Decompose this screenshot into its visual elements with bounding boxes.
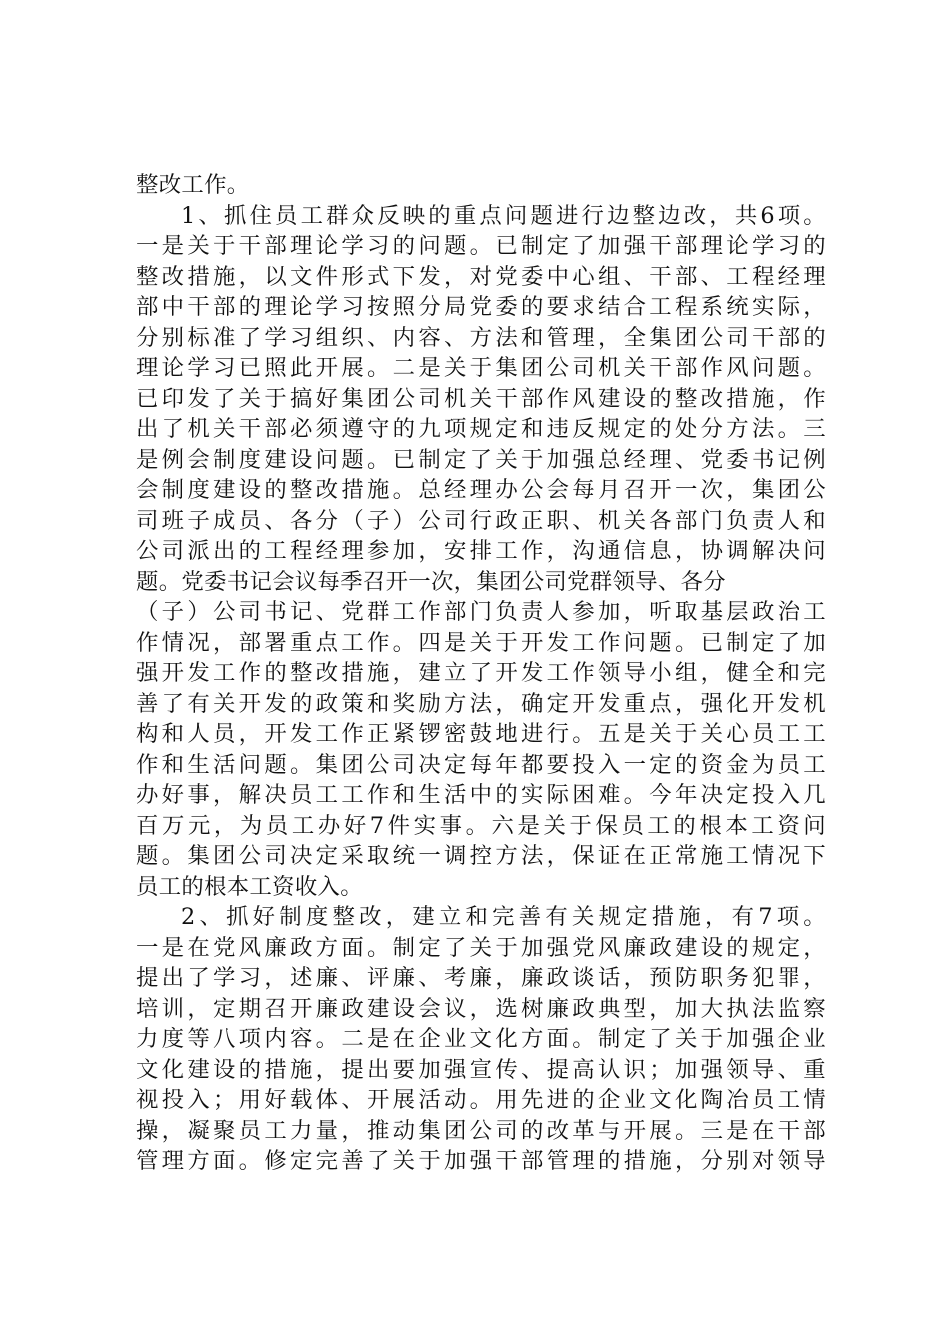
text-line: （子）公司书记、党群工作部门负责人参加，听取基层政治工 <box>136 599 826 625</box>
text-line: 作和生活问题。集团公司决定每年都要投入一定的资金为员工 <box>136 751 826 778</box>
text-line: 培训，定期召开廉政建设会议，选树廉政典型，加大执法监察 <box>136 995 826 1022</box>
text-line: 一是在党风廉政方面。制定了关于加强党风廉政建设的规定， <box>136 934 826 961</box>
text-line: 善了有关开发的政策和奖励方法，确定开发重点，强化开发机 <box>136 690 826 717</box>
text-line: 部中干部的理论学习按照分局党委的要求结合工程系统实际， <box>136 294 826 320</box>
text-line: 构和人员，开发工作正紧锣密鼓地进行。五是关于关心员工工 <box>136 721 826 747</box>
text-line: 文化建设的措施，提出要加强宣传、提高认识；加强领导、重 <box>136 1056 826 1083</box>
text-line: 管理方面。修定完善了关于加强干部管理的措施，分别对领导 <box>136 1148 826 1174</box>
text-line: 视投入；用好载体、开展活动。用先进的企业文化陶冶员工情 <box>136 1087 826 1113</box>
text-line: 操，凝聚员工力量，推动集团公司的改革与开展。三是在干部 <box>136 1117 826 1144</box>
text-line: 提出了学习，述廉、评廉、考廉，廉政谈话，预防职务犯罪， <box>136 965 826 991</box>
text-line: 会制度建设的整改措施。总经理办公会每月召开一次，集团公 <box>136 477 826 503</box>
text-line: 员工的根本工资收入。 <box>136 873 363 900</box>
text-line: 作情况，部署重点工作。四是关于开发工作问题。已制定了加 <box>136 629 826 656</box>
text-line: 题。党委书记会议每季召开一次，集团公司党群领导、各分 <box>136 568 726 595</box>
text-line: 司班子成员、各分（子）公司行政正职、机关各部门负责人和 <box>136 507 826 534</box>
text-line: 一是关于干部理论学习的问题。已制定了加强干部理论学习的 <box>136 233 826 259</box>
text-line: 公司派出的工程经理参加，安排工作，沟通信息，协调解决问 <box>136 538 826 564</box>
text-line: 强开发工作的整改措施，建立了开发工作领导小组，健全和完 <box>136 660 826 686</box>
text-line: 分别标准了学习组织、内容、方法和管理，全集团公司干部的 <box>136 324 826 351</box>
text-line: 理论学习已照此开展。二是关于集团公司机关干部作风问题。 <box>136 355 826 381</box>
text-line: 整改措施，以文件形式下发，对党委中心组、干部、工程经理 <box>136 263 826 290</box>
document-body-text <box>136 170 826 1177</box>
text-line: 2、抓好制度整改，建立和完善有关规定措施，有7项。 <box>181 904 826 930</box>
text-line: 题。集团公司决定采取统一调控方法，保证在正常施工情况下 <box>136 843 826 869</box>
text-line: 是例会制度建设问题。已制定了关于加强总经理、党委书记例 <box>136 446 826 473</box>
text-line: 百万元，为员工办好7件实事。六是关于保员工的根本工资问 <box>136 812 826 839</box>
text-line: 整改工作。 <box>136 172 250 198</box>
text-line: 出了机关干部必须遵守的九项规定和违反规定的处分方法。三 <box>136 416 826 442</box>
text-line: 1、抓住员工群众反映的重点问题进行边整边改，共6项。 <box>181 202 826 229</box>
text-line: 办好事，解决员工工作和生活中的实际困难。今年决定投入几 <box>136 782 826 808</box>
text-line: 力度等八项内容。二是在企业文化方面。制定了关于加强企业 <box>136 1026 826 1052</box>
text-line: 已印发了关于搞好集团公司机关干部作风建设的整改措施，作 <box>136 385 826 412</box>
